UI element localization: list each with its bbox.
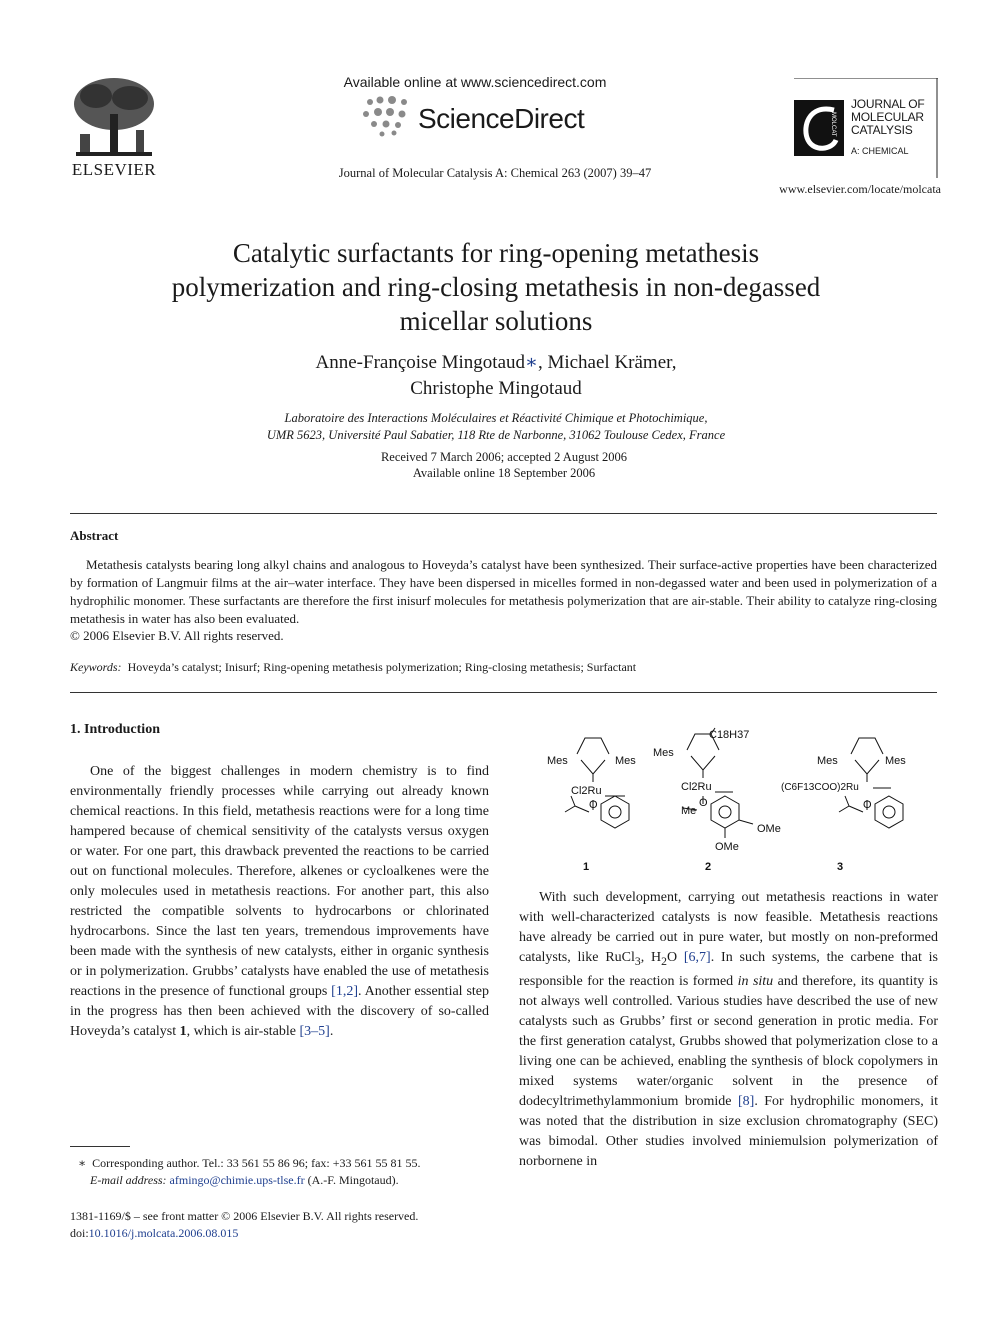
oxygen-label: O [699,797,708,809]
subscript: 2 [661,954,667,968]
abstract-body: Metathesis catalysts bearing long alkyl chains and analogous to Hoveyda’s catalyst have been synthesized. Their surface-active properties have been characterized by formation of Langmuir films at the air–water interface. They have been dispersed in micelles formed in non-degassed water and been used in polymerization of a hydrophilic monomer. These surfactants are therefore the first inisurf molecules for metathesis polymerization that are air-stable. Their ability to catalyze ring-closing metathesis in water has also been evaluated. [70,557,937,626]
section-heading: 1. Introduction [70,722,160,737]
author-name: Anne-Françoise Mingotaud [315,352,526,373]
keywords-list: Hoveyda’s catalyst; Inisurf; Ring-opening metathesis polymerization; Ring-closing metathesis; Surfactant [127,660,637,674]
divider [70,513,937,514]
intro-paragraph-1 [70,762,489,1042]
front-matter [70,1208,500,1242]
online-date: Available online 18 September 2006 [412,466,596,480]
compound-label-3: 3 [837,861,844,873]
text-run: With such development, carrying out metathesis reactions in water with well-characterized catalysts is now feasible. Metathesis reactions have already be carried out in pure water, but mostly on non-preformed catalysts, like RuCl [519,890,938,965]
sciencedirect-wordmark: ScienceDirect [418,103,585,134]
methoxy-label: OMe [715,841,739,853]
issn-line: 1381-1169/$ – see front matter © 2006 Elsevier B.V. All rights reserved. [70,1209,419,1223]
keywords-label: Keywords: [70,660,122,674]
email-link[interactable]: afmingo@chimie.ups-tlse.fr [169,1173,305,1187]
text-run: . [329,1024,334,1039]
text-run: O [666,950,684,965]
author-name: , Michael Krämer, [537,352,677,373]
abstract-heading: Abstract [70,528,119,543]
alkyl-chain-label: C18H37 [709,729,750,741]
affiliation-line: UMR 5623, Université Paul Sabatier, 118 Rte de Narbonne, 31062 Toulouse Cedex, France [266,428,726,442]
footnote-mark: ∗ [78,1156,87,1170]
author-name: Christophe Mingotaud [410,378,582,399]
received-date: Received 7 March 2006; accepted 2 August 2006 [380,450,628,464]
journal-logo-subtitle: A: CHEMICAL [851,146,909,156]
text-run: and therefore, its quantity is not always well controlled. Various studies have described the use of new catalysts such as Grubbs’ first or second generation in protic media. For the first generation catalyst, Grubbs showed that polymerization close to a living one can be achieved, enabling the synthesis of block copolymers in mixed systems water/organic solvent in the presence of dodecyltrimethylammonium bromide [519,973,938,1109]
text-run: , H [640,950,662,965]
italic-term: in situ [737,973,774,989]
intro-paragraph-2 [519,888,938,1172]
email-label: E-mail address: [90,1173,167,1187]
methoxy-label: OMe [757,823,781,835]
article-dates [250,449,758,481]
text-run: . Another essential step in the progress has then been achieved with the discovery of so-called Hoveyda’s catalyst [70,984,489,1039]
svg-text:MOLCAT: MOLCAT [830,112,836,137]
ruthenium-label: (C6F13COO)2Ru [781,782,859,793]
available-online-text: Available online at www.sciencedirect.com [343,74,607,90]
corresponding-author-footnote [78,1155,498,1189]
journal-citation: Journal of Molecular Catalysis A: Chemical 263 (2007) 39–47 [338,166,652,180]
doi-link[interactable]: 10.1016/j.molcata.2006.08.015 [88,1226,239,1240]
mes-label: Mes [615,755,636,767]
citation-link[interactable]: [3–5] [299,1024,330,1039]
text-run: . For hydrophilic monomers, it was noted that the distribution in size exclusion chromatography (SEC) was bimodal. Other studies involved miniemulsion polymerization of norbornene in [519,1093,938,1169]
publisher-name: ELSEVIER [71,160,157,179]
text-run: One of the biggest challenges in modern chemistry is to find environmentally friendly processes while carrying out already known chemical reactions. In this field, metathesis reactions were for a long time hampered because of chemical sensitivity of the catalysts versus oxygen or water. For one part, this drawback prevented the reactions to be carried out on functional molecules. Therefore, alkenes or cycloalkenes were the only molecules used in metathesis reactions. For another part, this also restricted the compatible solvents to hydrocarbons or chlorinated hydrocarbons. Since the last ten years, tremendous improvements have been made with the synthesis of new catalysts, either in organic synthesis or in polymerization. Grubbs’ catalysts have enabled the use of metathesis reactions in the presence of functional groups [70,764,489,999]
compound-label-2: 2 [705,861,712,873]
journal-logo-line1: JOURNAL OF [851,97,925,111]
author-list [250,350,742,402]
subscript: 3 [634,954,641,968]
mes-label: Mes [653,747,674,759]
affiliation-line: Laboratoire des Interactions Moléculaires et Réactivité Chimique et Photochimique, [284,411,708,425]
ruthenium-label: Cl2Ru [571,785,602,797]
text-run: . In such systems, the carbene that is responsible for the reaction is formed [519,950,938,989]
mes-label: Mes [547,755,568,767]
citation-link[interactable]: [6,7] [683,950,711,965]
corresponding-author-mark[interactable]: ∗ [525,352,538,373]
doi-label: doi: [70,1226,89,1240]
journal-url[interactable]: www.elsevier.com/locate/molcata [779,182,941,196]
oxygen-label: O [589,799,598,811]
email-suffix: (A.-F. Mingotaud). [307,1173,399,1187]
journal-logo-title [851,98,925,137]
citation-link[interactable]: [8] [737,1093,755,1109]
mes-label: Mes [817,755,838,767]
citation-link[interactable]: [1,2] [331,984,358,999]
text-run: , which is air-stable [186,1024,300,1039]
abstract-copyright: © 2006 Elsevier B.V. All rights reserved. [70,628,284,643]
mes-label: Mes [885,755,906,767]
catalyst-structures-figure [519,724,938,874]
journal-logo-line2: MOLECULAR [851,110,924,124]
affiliation [150,410,842,444]
footnote-divider [70,1146,130,1147]
oxygen-label: O [863,799,872,811]
keywords [70,660,937,675]
corresponding-contact: Corresponding author. Tel.: 33 561 55 86 96; fax: +33 561 55 81 55. [92,1156,421,1170]
methyl-label: Me [681,805,697,817]
paper-title: Catalytic surfactants for ring-opening metathesis polymerization and ring-closing metathesis in non-degassed micellar solutions [171,238,821,336]
ruthenium-label: Cl2Ru [681,781,712,793]
compound-number: 1 [179,1024,187,1039]
divider [70,692,937,693]
compound-label-1: 1 [583,861,590,873]
journal-logo-line3: CATALYSIS [851,123,913,137]
